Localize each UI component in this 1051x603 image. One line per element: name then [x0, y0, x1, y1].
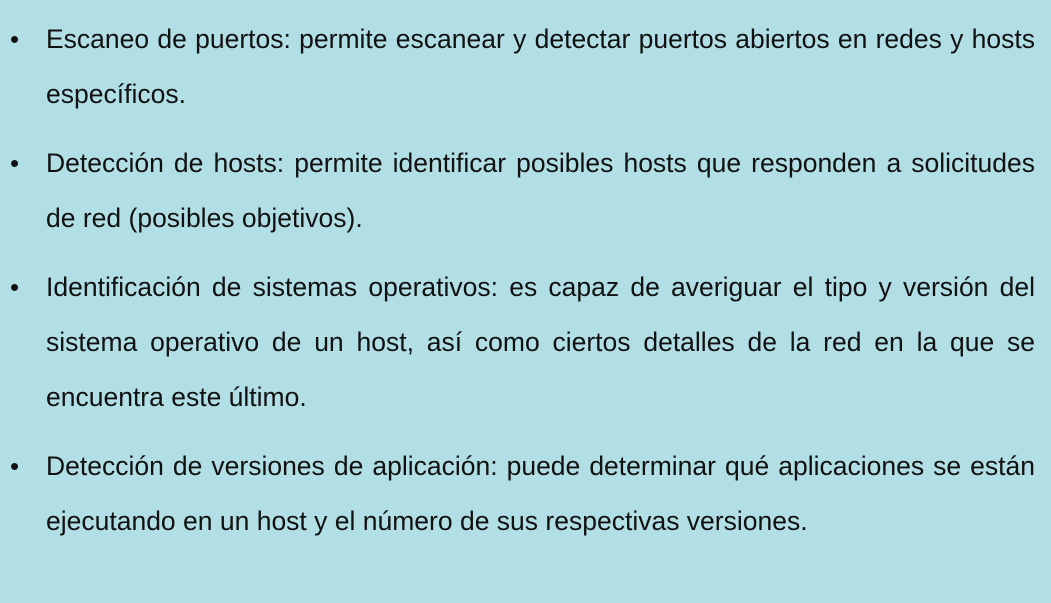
- bullet-icon: •: [10, 451, 20, 481]
- list-item-text: Detección de hosts: permite identificar posibles hosts que responden a solicitudes de red (posibles objetivos).: [46, 148, 1035, 233]
- list-item-port-scanning: [8, 12, 1035, 122]
- list-item-version-detection: [8, 439, 1035, 549]
- list-item-text: Detección de versiones de aplicación: puede determinar qué aplicaciones se están ejecutando en un host y el número de sus respectivas versiones.: [46, 451, 1035, 536]
- list-item-text: Escaneo de puertos: permite escanear y detectar puertos abiertos en redes y hosts específicos.: [46, 24, 1035, 109]
- list-item-text: Identificación de sistemas operativos: es capaz de averiguar el tipo y versión del sistema operativo de un host, así como ciertos detalles de la red en la que se encuentra este último.: [46, 272, 1035, 412]
- list-item-host-detection: [8, 136, 1035, 246]
- bullet-icon: •: [10, 272, 20, 302]
- feature-list: [8, 12, 1035, 549]
- bullet-icon: •: [10, 24, 20, 54]
- list-item-os-identification: [8, 260, 1035, 425]
- bullet-icon: •: [10, 148, 20, 178]
